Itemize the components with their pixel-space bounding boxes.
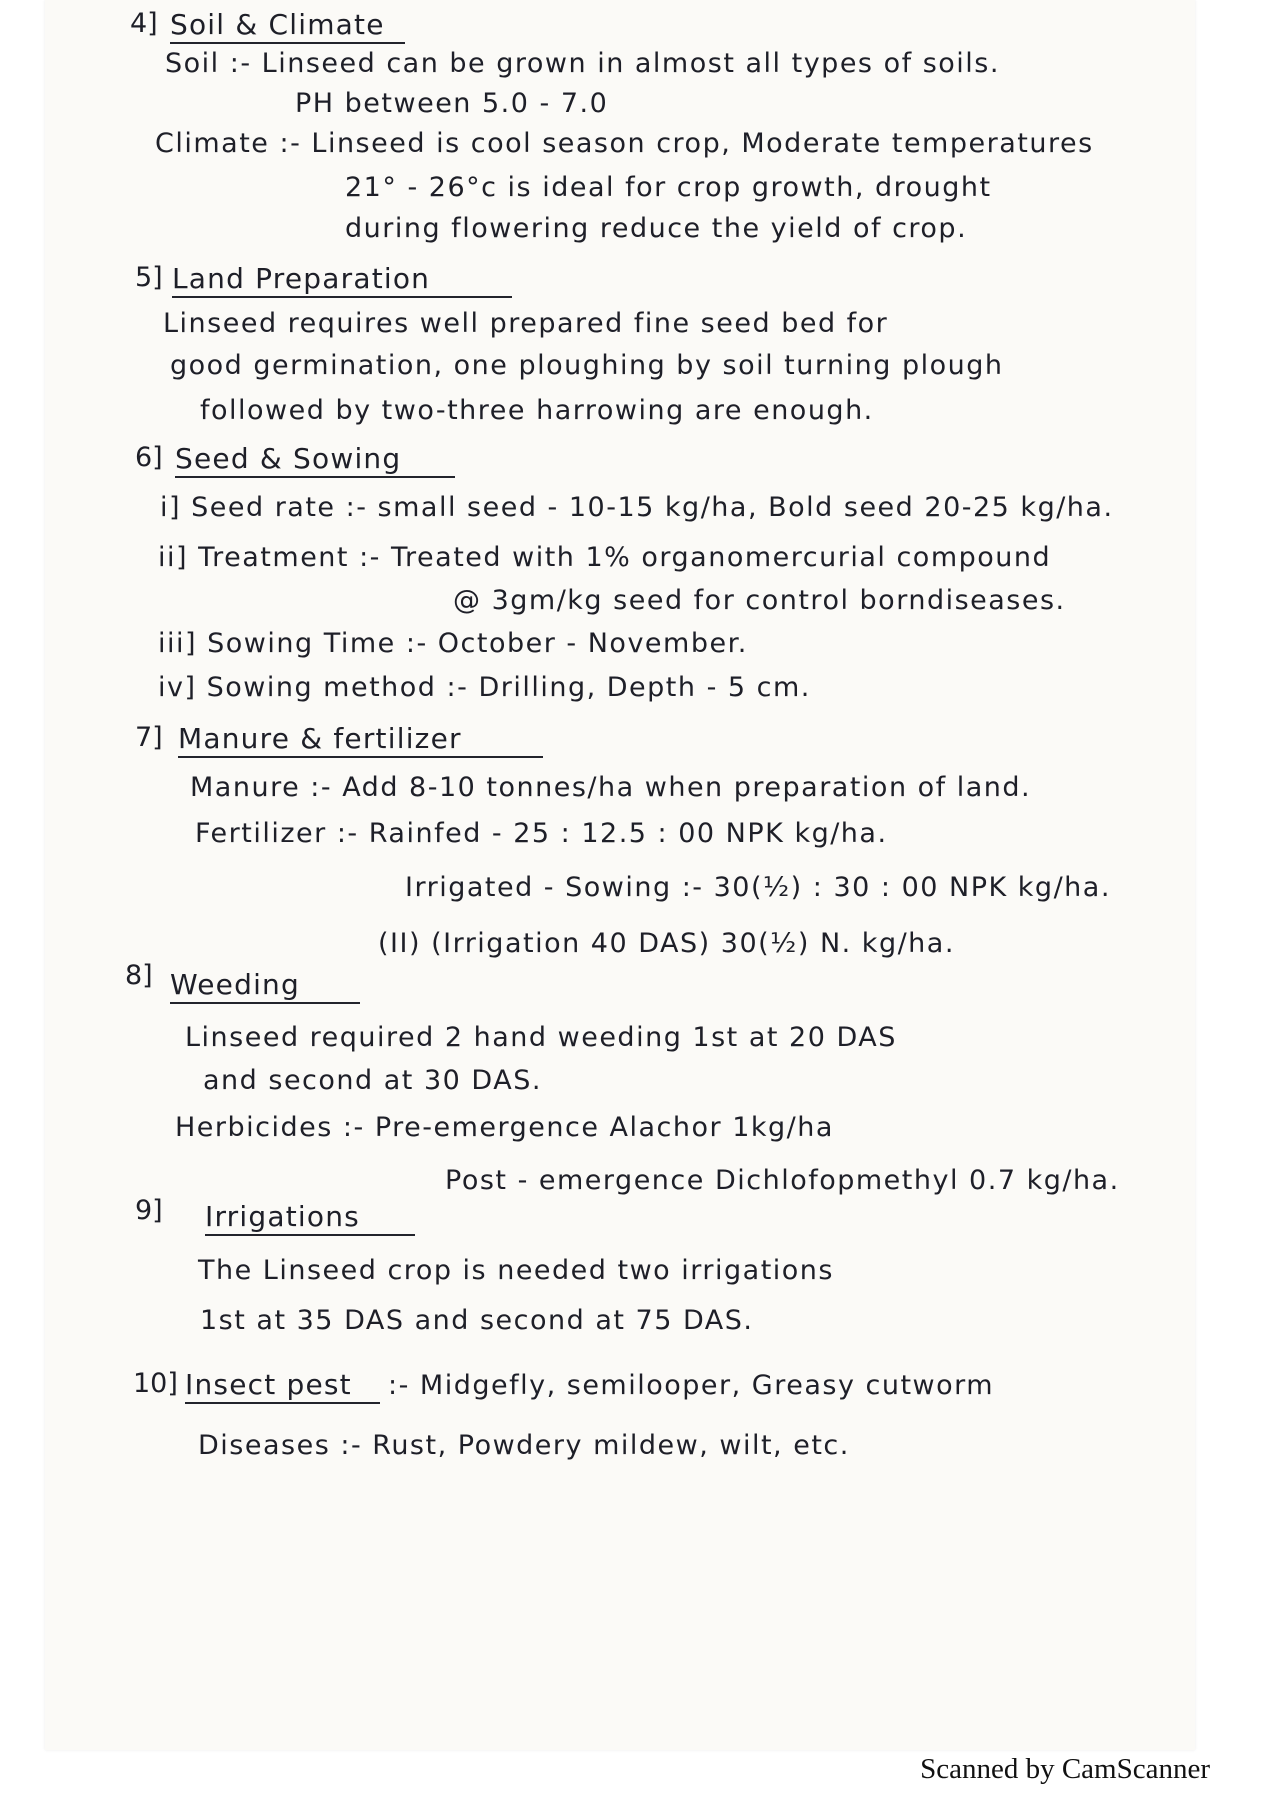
sowing-time-line: iii] Sowing Time :- October - November. [158, 628, 748, 659]
weeding-line-1: Linseed required 2 hand weeding 1st at 20 DAS [185, 1022, 897, 1053]
section-4-heading: Soil & Climate [170, 8, 405, 44]
herbicides-post-line: Post - emergence Dichlofopmethyl 0.7 kg/ha. [445, 1165, 1120, 1196]
land-prep-line-3: followed by two-three harrowing are enough. [200, 395, 874, 426]
drought-line: during flowering reduce the yield of crop. [345, 213, 968, 244]
sowing-method-line: iv] Sowing method :- Drilling, Depth - 5 cm. [158, 672, 811, 703]
temperature-line: 21° - 26°c is ideal for crop growth, drought [345, 172, 992, 203]
section-9-number: 9] [135, 1195, 163, 1226]
weeding-line-2: and second at 30 DAS. [203, 1065, 542, 1096]
fertilizer-irrigated-line: Irrigated - Sowing :- 30(½) : 30 : 00 NPK kg/ha. [405, 872, 1111, 903]
irrigations-line-2: 1st at 35 DAS and second at 75 DAS. [200, 1305, 754, 1336]
land-prep-line-1: Linseed requires well prepared fine seed bed for [163, 308, 889, 339]
herbicides-pre-line: Herbicides :- Pre-emergence Alachor 1kg/ha [175, 1112, 834, 1143]
land-prep-line-2: good germination, one ploughing by soil turning plough [170, 350, 1004, 381]
section-7-number: 7] [135, 722, 163, 753]
insect-pest-line: :- Midgefly, semilooper, Greasy cutworm [388, 1370, 995, 1401]
diseases-line: Diseases :- Rust, Powdery mildew, wilt, etc. [198, 1430, 850, 1461]
section-4-number: 4] [130, 8, 158, 39]
section-5-heading: Land Preparation [172, 262, 512, 298]
seed-rate-line: i] Seed rate :- small seed - 10-15 kg/ha, Bold seed 20-25 kg/ha. [160, 492, 1114, 523]
section-6-number: 6] [135, 442, 163, 473]
climate-line: Climate :- Linseed is cool season crop, Moderate temperatures [155, 128, 1094, 159]
section-7-heading: Manure & fertilizer [178, 722, 543, 758]
soil-line: Soil :- Linseed can be grown in almost all types of soils. [165, 48, 1000, 79]
ph-line: PH between 5.0 - 7.0 [295, 88, 609, 119]
manure-line: Manure :- Add 8-10 tonnes/ha when preparation of land. [190, 772, 1032, 803]
treatment-dose-line: @ 3gm/kg seed for control borndiseases. [453, 585, 1066, 616]
section-8-number: 8] [125, 960, 153, 991]
irrigations-line-1: The Linseed crop is needed two irrigations [198, 1255, 834, 1286]
treatment-line: ii] Treatment :- Treated with 1% organomercurial compound [158, 542, 1052, 573]
camscanner-footer: Scanned by CamScanner [920, 1753, 1210, 1785]
section-10-number: 10] [133, 1368, 178, 1399]
section-5-number: 5] [135, 262, 163, 293]
section-8-heading: Weeding [170, 968, 360, 1004]
section-10-heading: Insect pest [185, 1368, 380, 1404]
section-9-heading: Irrigations [205, 1200, 415, 1236]
fertilizer-rainfed-line: Fertilizer :- Rainfed - 25 : 12.5 : 00 NPK kg/ha. [195, 818, 888, 849]
irrigation-40das-line: (II) (Irrigation 40 DAS) 30(½) N. kg/ha. [378, 928, 955, 959]
section-6-heading: Seed & Sowing [175, 442, 455, 478]
